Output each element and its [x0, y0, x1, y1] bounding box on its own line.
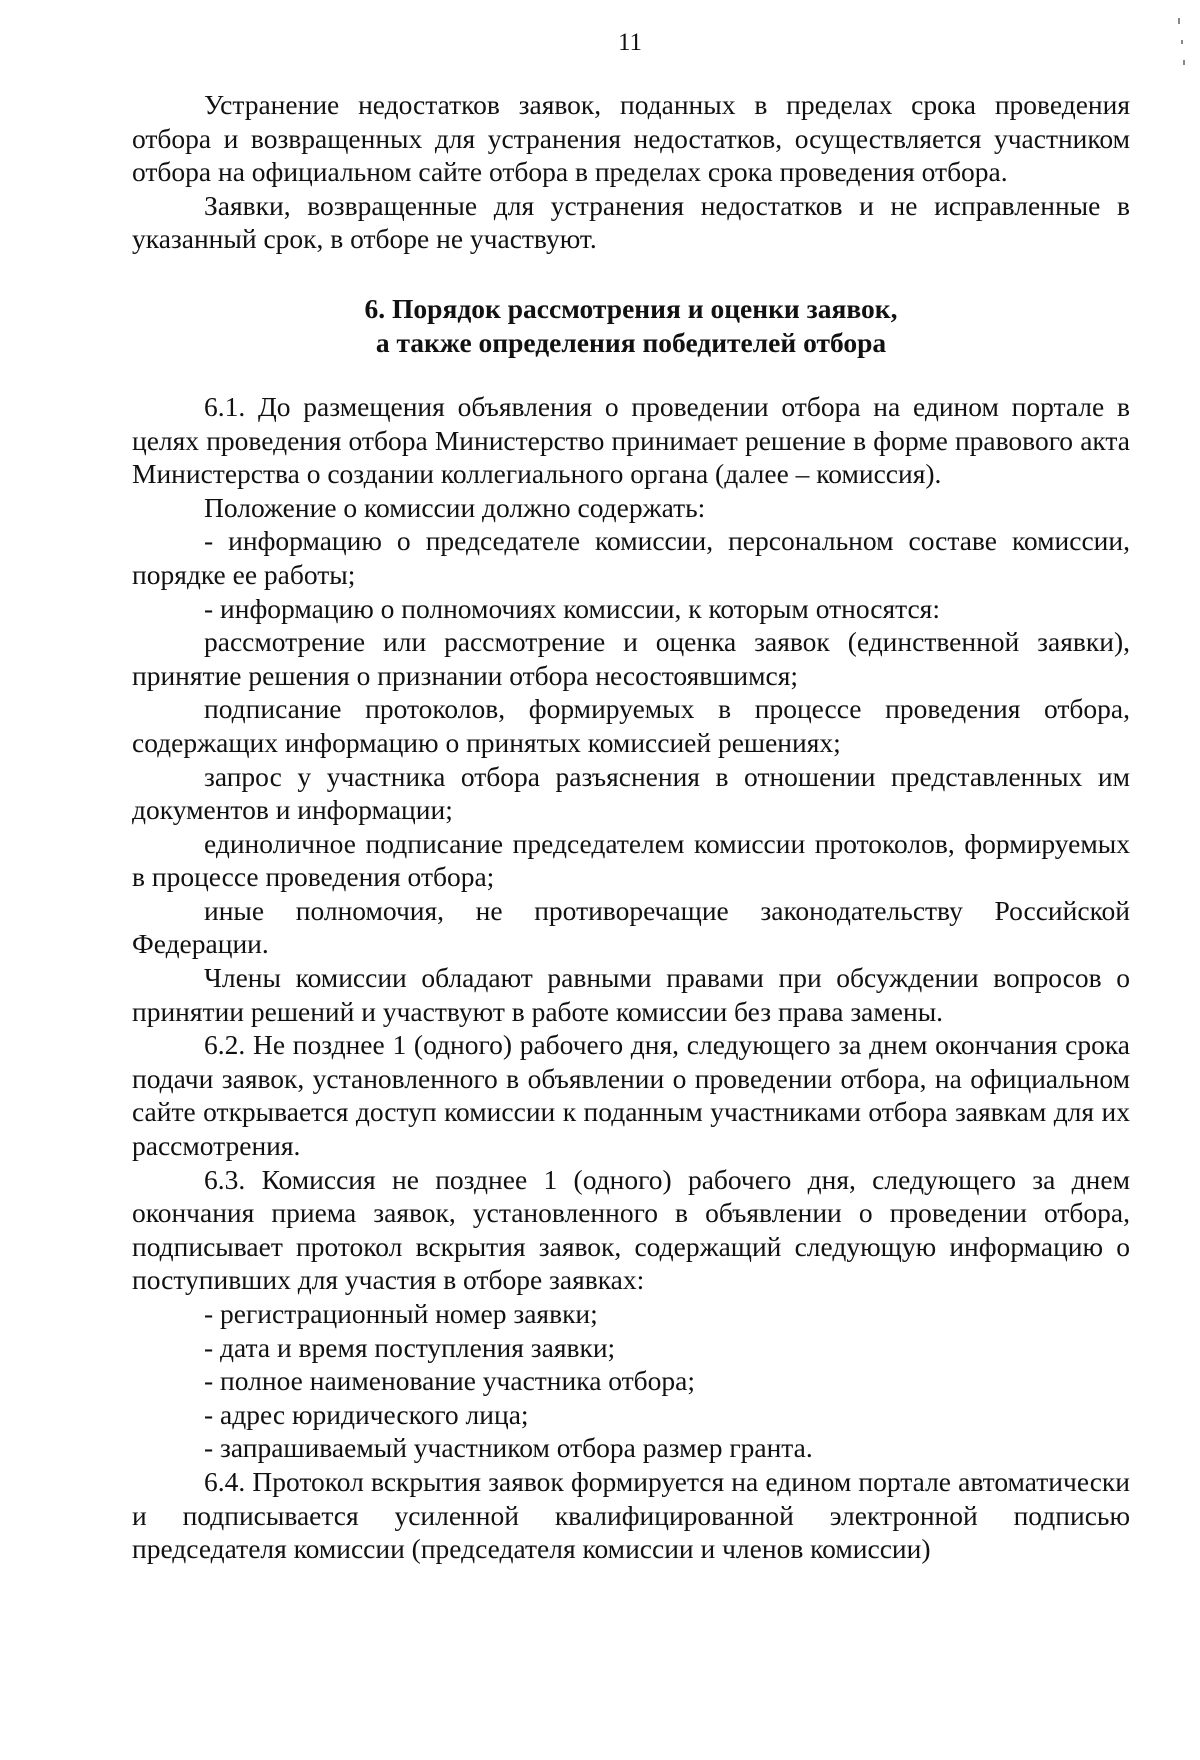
paragraph: Положение о комиссии должно содержать:: [204, 491, 706, 523]
section-heading: [132, 292, 1130, 360]
list-item: - информацию о полномочиях комиссии, к которым относятся:: [204, 592, 940, 624]
document-body: [132, 88, 1130, 1566]
page-number: 11: [617, 29, 643, 56]
list-item: запрос у участника отбора разъяснения в отношении представленных им документов и информации;: [132, 760, 1130, 826]
paragraph-6-1: 6.1. До размещения объявления о проведении отбора на едином портале в целях проведения отбора Министерство принимает решение в форме правового акта Министерства о создании коллегиального органа (далее – комиссия).: [132, 390, 1130, 490]
list-item: иные полномочия, не противоречащие законодательству Российской Федерации.: [132, 894, 1130, 960]
paragraph-6-2: 6.2. Не позднее 1 (одного) рабочего дня, следующего за днем окончания срока подачи заявок, установленного в объявлении о проведении отбора, на официальном сайте открывается доступ комиссии к поданным участниками отбора заявкам для их рассмотрения.: [132, 1029, 1130, 1162]
paragraph: Заявки, возвращенные для устранения недостатков и не исправленные в указанный срок, в отборе не участвуют.: [132, 189, 1130, 255]
scan-artifact: [1183, 60, 1185, 65]
paragraph-6-3: 6.3. Комиссия не позднее 1 (одного) рабочего дня, следующего за днем окончания приема заявок, установленного в объявлении о проведении отбора, подписывает протокол вскрытия заявок, содержащий следующую информацию о поступивших для участия в отборе заявках:: [132, 1163, 1130, 1296]
list-item: - дата и время поступления заявки;: [204, 1331, 616, 1363]
list-item: - запрашиваемый участником отбора размер гранта.: [204, 1432, 813, 1464]
list-item: - информацию о председателе комиссии, персональном составе комиссии, порядке ее работы;: [132, 525, 1130, 590]
list-item: подписание протоколов, формируемых в процессе проведения отбора, содержащих информацию о принятых комиссией решениях;: [132, 693, 1130, 758]
list-item: - полное наименование участника отбора;: [204, 1365, 696, 1397]
paragraph: Устранение недостатков заявок, поданных в пределах срока проведения отбора и возвращенных для устранения недостатков, осуществляется участником отбора на официальном сайте отбора в пределах срока проведения отбора.: [132, 89, 1130, 188]
list-item: единоличное подписание председателем комиссии протоколов, формируемых в процессе проведения отбора;: [132, 827, 1130, 893]
list-item: - регистрационный номер заявки;: [204, 1298, 598, 1329]
paragraph-6-4: 6.4. Протокол вскрытия заявок формируется на едином портале автоматически и подписывается усиленной квалифицированной электронной подписью председателя комиссии (председателя комиссии и членов комиссии): [132, 1465, 1130, 1565]
section-heading-line: а также определения победителей отбора: [375, 326, 887, 358]
paragraph: Члены комиссии обладают равными правами при обсуждении вопросов о принятии решений и участвуют в работе комиссии без права замены.: [132, 962, 1130, 1027]
scan-artifact: [1178, 18, 1180, 24]
list-item: рассмотрение или рассмотрение и оценка заявок (единственной заявки), принятие решения о признании отбора несостоявшимся;: [132, 626, 1130, 691]
scan-artifact: [1181, 40, 1183, 44]
list-item: - адрес юридического лица;: [204, 1398, 529, 1430]
section-heading-line: 6. Порядок рассмотрения и оценки заявок,: [364, 292, 898, 324]
